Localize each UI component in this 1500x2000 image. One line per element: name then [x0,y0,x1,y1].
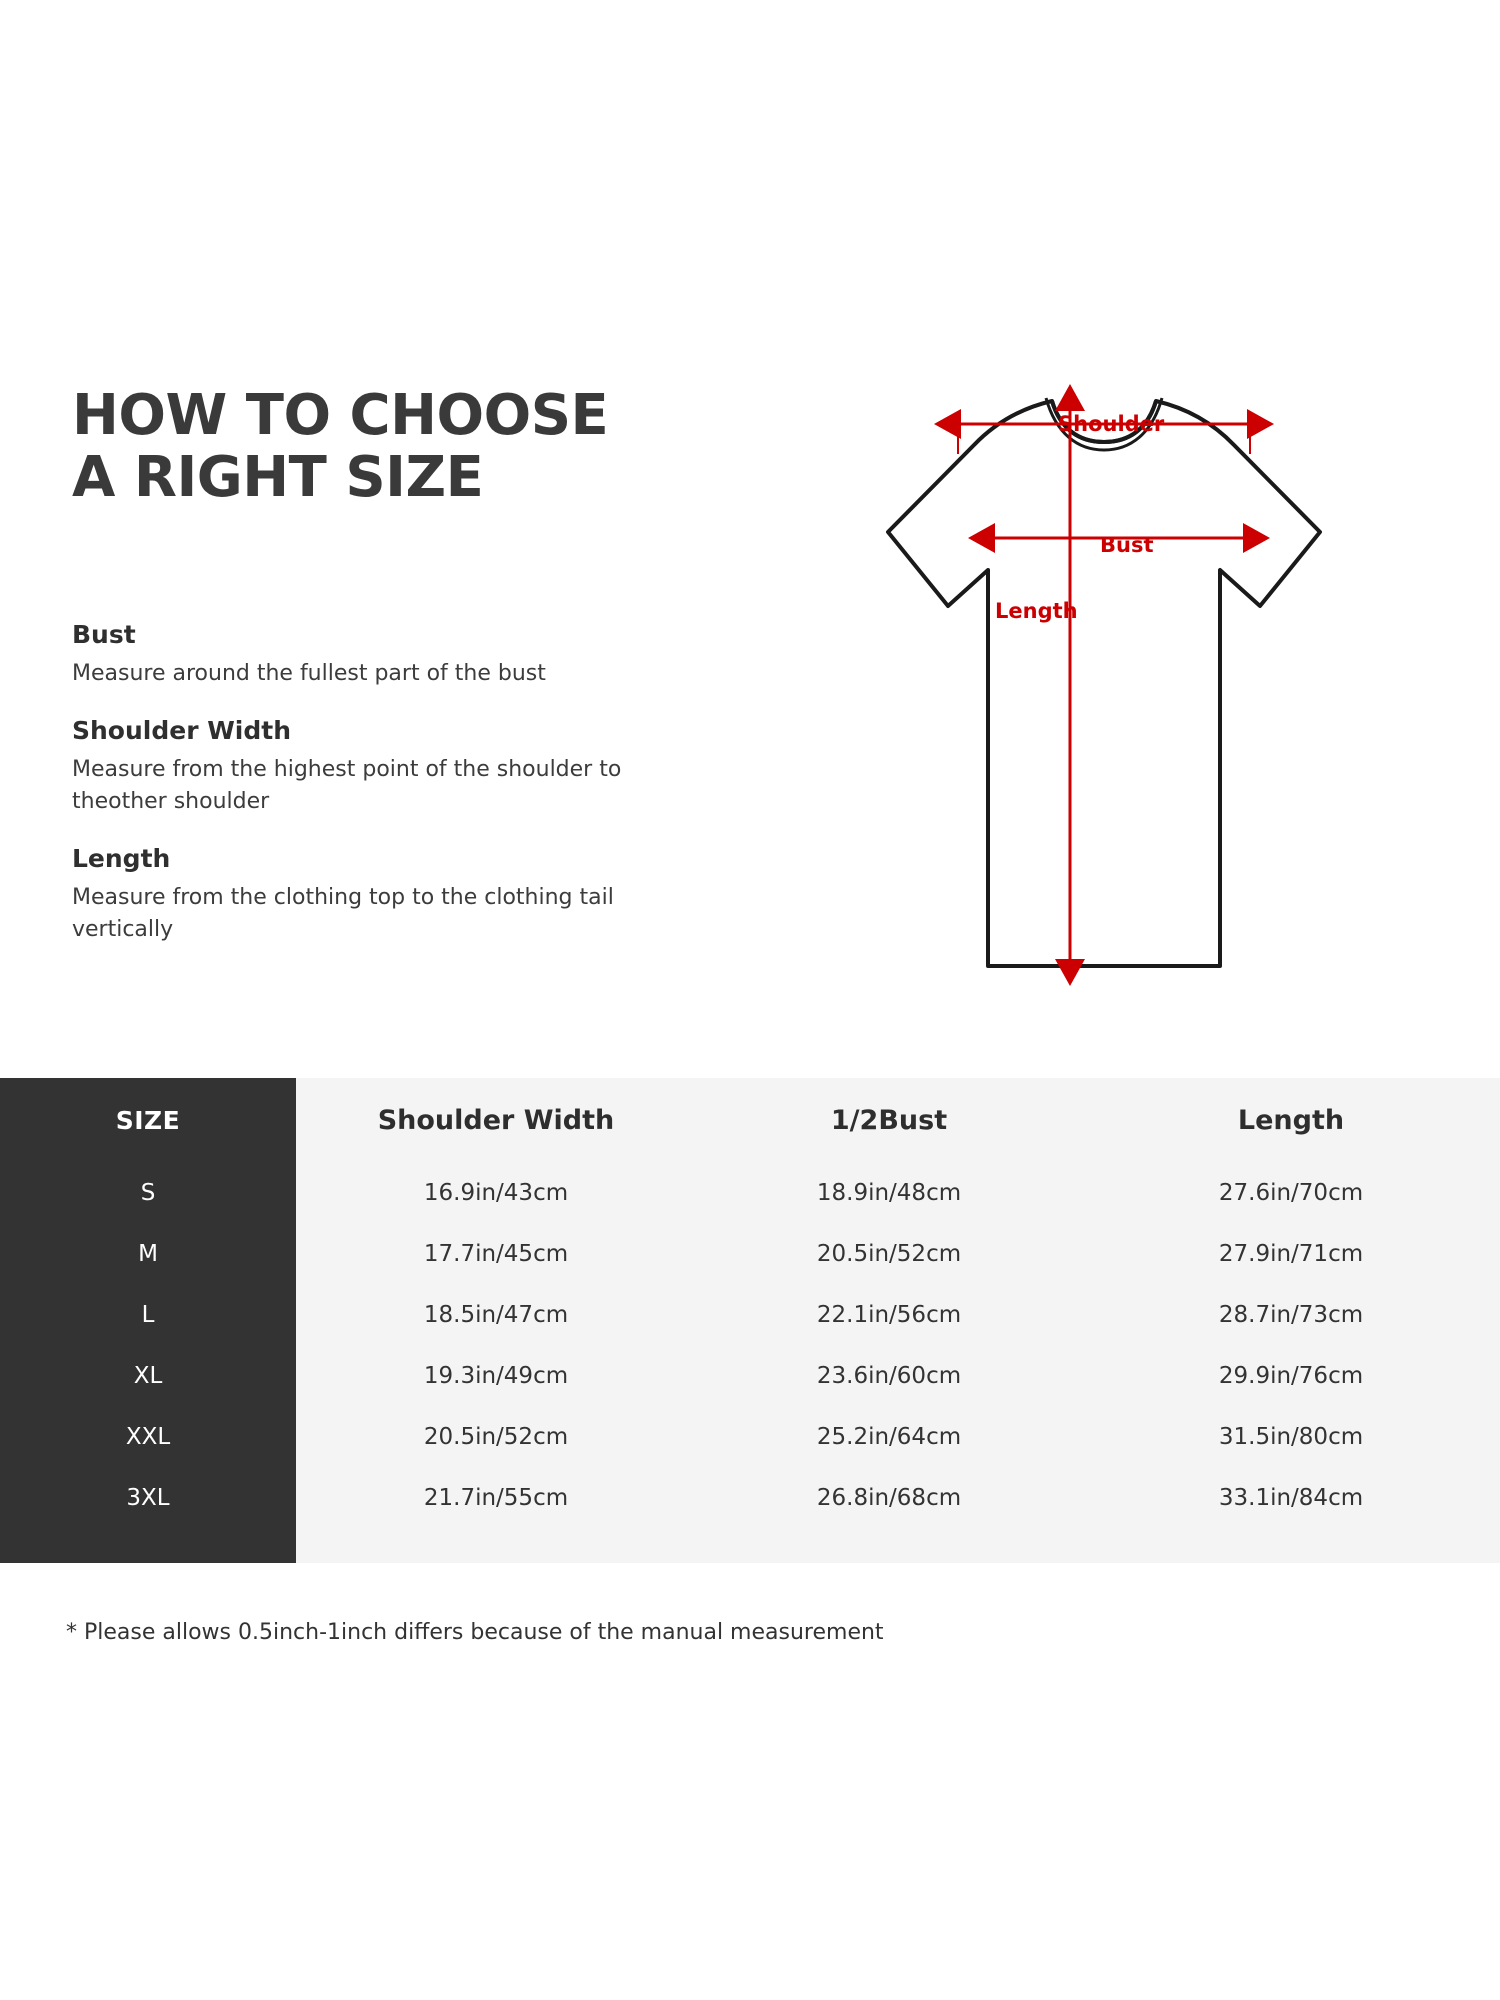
cell-shoulder: 21.7in/55cm [423,1484,569,1511]
measurement-note: * Please allows 0.5inch-1inch differs because of the manual measurement [66,1620,884,1645]
cell-bust: 25.2in/64cm [816,1423,962,1450]
page-title-line1: HOW TO CHOOSE [72,383,609,448]
tshirt-diagram [760,370,1400,1030]
cell-length: 27.6in/70cm [1218,1179,1364,1206]
cell-length: 33.1in/84cm [1218,1484,1364,1511]
cell-size: XL [133,1362,163,1389]
tshirt-illustration [760,370,1400,1030]
definition-length [72,844,672,946]
measurement-definitions [72,620,672,972]
definition-bust-title: Bust [72,620,136,649]
definition-length-text: Measure from the clothing top to the clothing tail vertically [72,885,614,942]
table-header-row [0,1078,1500,1162]
bust-label: Bust [1100,533,1154,557]
cell-size: L [141,1301,155,1328]
column-header-shoulder-width: Shoulder Width [377,1104,615,1136]
cell-length: 27.9in/71cm [1218,1240,1364,1267]
table-row [0,1345,1500,1406]
table-row [0,1223,1500,1284]
cell-bust: 20.5in/52cm [816,1240,962,1267]
shoulder-label: Shoulder [1058,412,1165,436]
cell-shoulder: 20.5in/52cm [423,1423,569,1450]
cell-bust: 26.8in/68cm [816,1484,962,1511]
size-chart-table [0,1078,1500,1528]
cell-bust: 18.9in/48cm [816,1179,962,1206]
page-title-line2: A RIGHT SIZE [72,445,484,510]
table-row [0,1162,1500,1223]
cell-size: XXL [125,1423,171,1450]
cell-size: 3XL [126,1484,170,1511]
definition-shoulder-width-title: Shoulder Width [72,716,292,745]
page-title [72,385,712,509]
column-header-size: SIZE [115,1105,181,1135]
definition-length-title: Length [72,844,171,873]
definition-shoulder-width-text: Measure from the highest point of the shoulder to theother shoulder [72,757,622,814]
size-table-section [0,1078,1500,1563]
cell-length: 28.7in/73cm [1218,1301,1364,1328]
cell-bust: 22.1in/56cm [816,1301,962,1328]
cell-length: 31.5in/80cm [1218,1423,1364,1450]
cell-size: M [138,1240,158,1267]
definition-bust [72,620,672,690]
table-row [0,1467,1500,1528]
length-label: Length [995,599,1078,623]
cell-shoulder: 18.5in/47cm [423,1301,569,1328]
cell-size: S [140,1179,156,1206]
definition-shoulder-width [72,716,672,818]
column-header-length: Length [1237,1104,1345,1136]
cell-shoulder: 19.3in/49cm [423,1362,569,1389]
table-row [0,1284,1500,1345]
table-row [0,1406,1500,1467]
column-header-bust: 1/2Bust [830,1104,948,1136]
cell-bust: 23.6in/60cm [816,1362,962,1389]
definition-bust-text: Measure around the fullest part of the bust [72,661,546,686]
cell-length: 29.9in/76cm [1218,1362,1364,1389]
cell-shoulder: 17.7in/45cm [423,1240,569,1267]
cell-shoulder: 16.9in/43cm [423,1179,569,1206]
